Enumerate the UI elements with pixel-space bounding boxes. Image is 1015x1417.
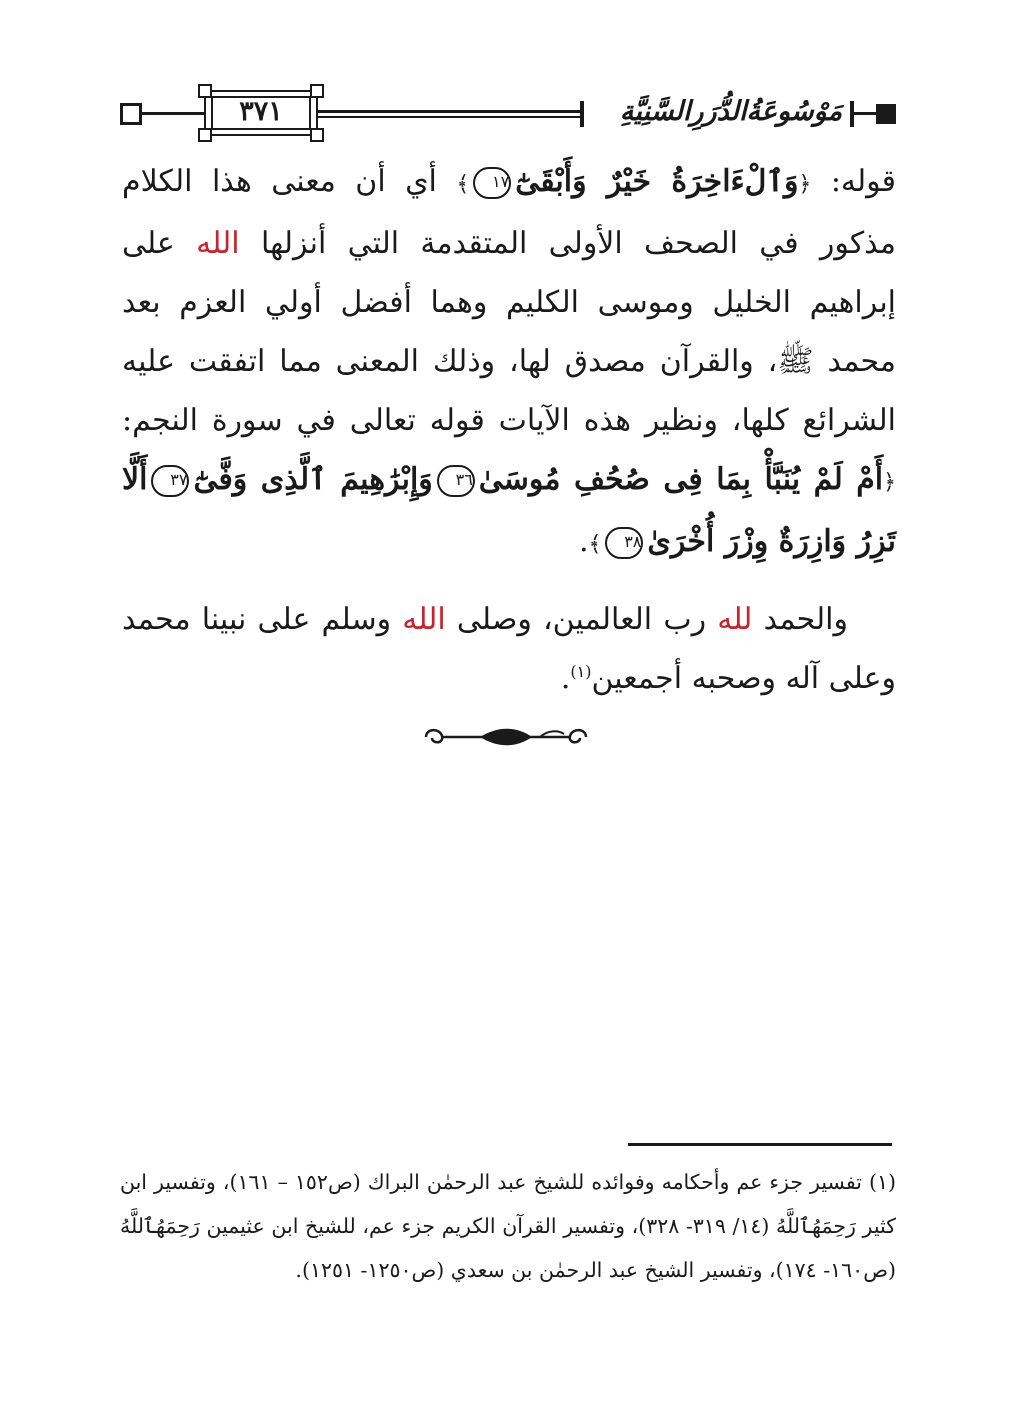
verse-36: أَمْ لَمْ يُنَبَّأْ بِمَا فِى صُحُفِ مُوسَىٰ <box>478 462 884 497</box>
divine-name: الله <box>196 226 240 261</box>
closing-d: . <box>560 661 571 696</box>
header-rule-center-2 <box>318 116 580 118</box>
corner-square-icon <box>876 104 896 124</box>
quote-open: ﴿ <box>798 172 812 197</box>
page-header <box>118 86 898 142</box>
quote-close: ﴾ <box>588 532 602 557</box>
commentary-b: على إبراهيم الخليل وموسى الكليم وهما أفضل أولي العزم بعد محمد ﷺ، والقرآن مصدق لها، وذلك المعنى مما اتفقت عليه الشرائع كلها، ونظير هذه الآيات قوله تعالى في سورة النجم: <box>122 226 896 438</box>
intro-text: قوله: <box>811 164 896 199</box>
divider-ornament-icon <box>420 722 592 752</box>
ayah-number-36: ٣٦ <box>437 465 475 497</box>
header-rule-center <box>318 110 580 113</box>
page-number-frame <box>204 90 318 136</box>
page-number: ٣٧١ <box>239 96 283 127</box>
divine-name-lillah: لله <box>717 602 753 637</box>
header-rule-left <box>142 112 206 115</box>
quote-close: ﴾ <box>456 172 470 197</box>
closing-c: وسلم على نبينا محمد وعلى آله وصحبه أجمعين <box>122 602 896 696</box>
commentary-a: أي أن معنى هذا الكلام مذكور في الصحف الأولى المتقدمة التي أنزلها <box>122 164 896 261</box>
closing-a: والحمد <box>752 602 848 637</box>
divine-name: الله <box>402 602 446 637</box>
footnote-rule <box>628 1143 892 1146</box>
ayah-number-17: ١٧ <box>473 167 511 199</box>
series-title: مَوْسُوعَةُالدُّرَرِالسَّنِيَّةِ <box>619 96 843 127</box>
verse-17: وَٱلْءَاخِرَةُ خَيْرٌ وَأَبْقَىٰٓ <box>515 164 799 199</box>
paragraph-2 <box>122 590 896 708</box>
footnote-reference[interactable]: (١) <box>570 662 592 681</box>
paragraph-1 <box>122 152 896 574</box>
sentence-end: . <box>578 524 589 559</box>
footnote-text: (١) تفسير جزء عم وأحكامه وفوائده للشيخ عبد الرحمٰن البراك (ص١٥٢ – ١٦١)، وتفسير ابن كثير رَحِمَهُٱللَّهُ (١٤/ ٣١٩- ٣٢٨)، وتفسير القرآن الكريم جزء عم، للشيخ ابن عثيمين رَحِمَهُٱللَّهُ (ص١٦٠- ١٧٤)، وتفسير الشيخ عبد الرحمٰن بن سعدي (ص١٢٥٠- ١٢٥١). <box>120 1170 896 1282</box>
closing-b: رب العالمين، وصلى <box>445 602 718 637</box>
ayah-number-38: ٣٨ <box>605 527 643 559</box>
main-text <box>122 152 896 708</box>
footnote <box>120 1160 896 1292</box>
verse-37: وَإِبْرَٰهِيمَ ٱلَّذِى وَفَّىٰٓ <box>193 462 433 497</box>
header-tick-left <box>580 101 584 127</box>
quote-open: ﴿ <box>883 470 897 495</box>
verse-38: أَلَّا تَزِرُ وَازِرَةٌ وِزْرَ أُخْرَىٰ <box>122 462 896 559</box>
ayah-number-37: ٣٧ <box>151 465 189 497</box>
corner-square-icon <box>120 103 142 125</box>
header-rule-right <box>854 112 878 115</box>
